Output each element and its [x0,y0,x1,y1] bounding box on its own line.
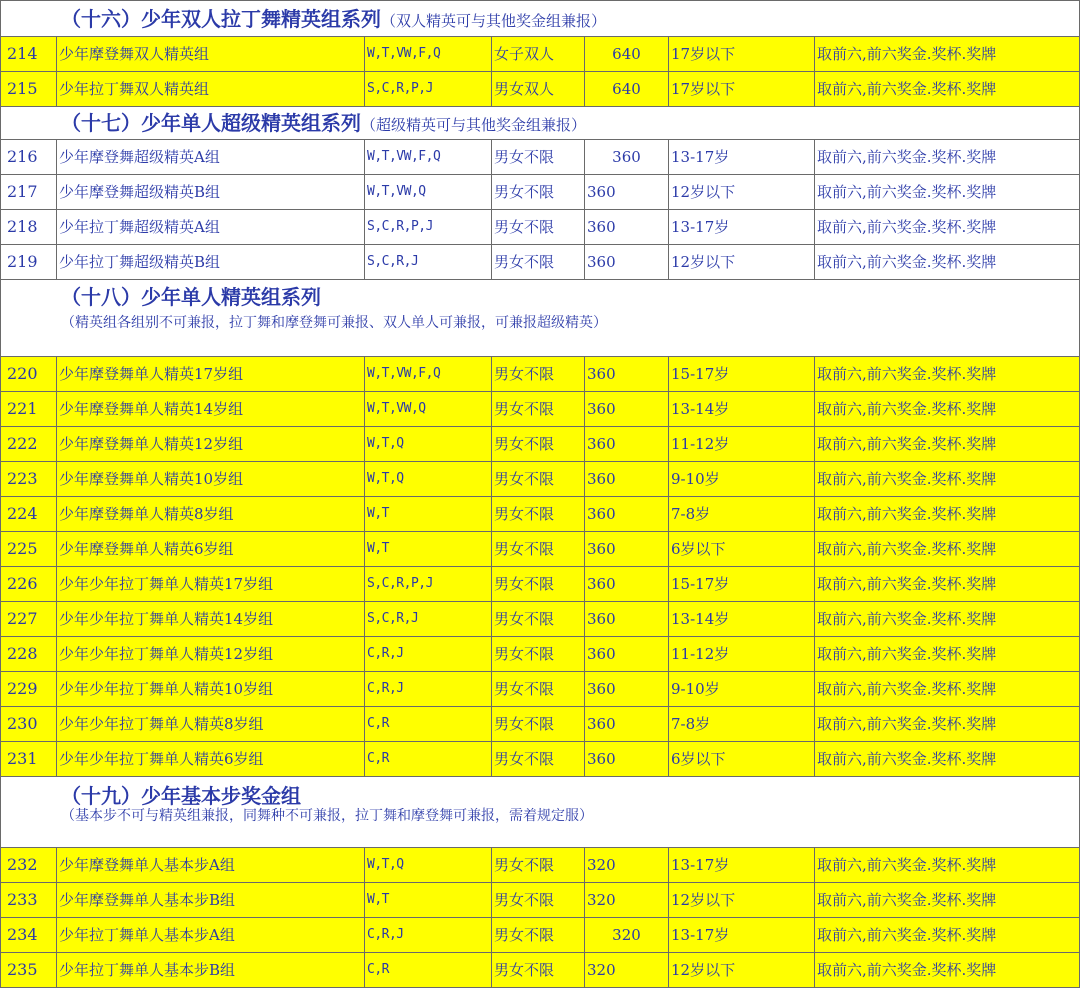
dance-list: W,T,Q [365,427,492,462]
age-range: 12岁以下 [669,245,815,280]
dance-list: W,T,Q [365,848,492,883]
entry-fee: 320 [585,953,669,988]
event-table-body [1,1,1080,988]
event-number: 225 [1,532,57,567]
gender-rule: 男女不限 [492,637,585,672]
table-row [1,848,1080,883]
age-range: 12岁以下 [669,953,815,988]
dance-list: C,R [365,707,492,742]
dance-list: W,T,VW,F,Q [365,357,492,392]
age-range: 6岁以下 [669,742,815,777]
dance-list: S,C,R,P,J [365,567,492,602]
dance-list: W,T [365,883,492,918]
entry-fee: 360 [585,707,669,742]
entry-fee: 360 [585,672,669,707]
table-row [1,392,1080,427]
event-name: 少年少年拉丁舞单人精英17岁组 [57,567,365,602]
section-title: （十九）少年基本步奖金组 [61,784,301,808]
prize-info: 取前六,前六奖金.奖杯.奖牌 [815,848,1080,883]
dance-list: S,C,R,P,J [365,210,492,245]
dance-list: C,R,J [365,672,492,707]
table-row [1,918,1080,953]
gender-rule: 男女不限 [492,497,585,532]
event-name: 少年摩登舞单人精英8岁组 [57,497,365,532]
event-name: 少年摩登舞单人精英6岁组 [57,532,365,567]
table-row [1,427,1080,462]
gender-rule: 男女不限 [492,210,585,245]
gender-rule: 男女不限 [492,953,585,988]
prize-info: 取前六,前六奖金.奖杯.奖牌 [815,245,1080,280]
age-range: 13-17岁 [669,210,815,245]
age-range: 6岁以下 [669,532,815,567]
event-name: 少年少年拉丁舞单人精英14岁组 [57,602,365,637]
event-number: 216 [1,140,57,175]
age-range: 17岁以下 [669,72,815,107]
event-number: 227 [1,602,57,637]
dance-list: W,T,VW,Q [365,175,492,210]
prize-info: 取前六,前六奖金.奖杯.奖牌 [815,497,1080,532]
event-name: 少年拉丁舞超级精英A组 [57,210,365,245]
entry-fee: 360 [585,357,669,392]
gender-rule: 男女不限 [492,918,585,953]
entry-fee: 360 [585,392,669,427]
age-range: 15-17岁 [669,357,815,392]
table-row [1,37,1080,72]
entry-fee: 360 [585,462,669,497]
event-number: 221 [1,392,57,427]
age-range: 17岁以下 [669,37,815,72]
event-number: 231 [1,742,57,777]
dance-list: W,T [365,532,492,567]
section-header-cell [1,1,1080,37]
entry-fee: 360 [585,742,669,777]
gender-rule: 男女不限 [492,672,585,707]
prize-info: 取前六,前六奖金.奖杯.奖牌 [815,357,1080,392]
table-row [1,567,1080,602]
event-number: 224 [1,497,57,532]
gender-rule: 男女不限 [492,532,585,567]
section-header [1,107,1080,140]
prize-info: 取前六,前六奖金.奖杯.奖牌 [815,602,1080,637]
event-number: 235 [1,953,57,988]
age-range: 11-12岁 [669,637,815,672]
entry-fee: 360 [585,602,669,637]
table-row [1,672,1080,707]
entry-fee: 640 [585,72,669,107]
event-number: 234 [1,918,57,953]
table-row [1,637,1080,672]
entry-fee: 360 [585,427,669,462]
entry-fee: 360 [585,245,669,280]
section-header-cell [1,777,1080,848]
table-row [1,245,1080,280]
prize-info: 取前六,前六奖金.奖杯.奖牌 [815,37,1080,72]
event-number: 230 [1,707,57,742]
age-range: 7-8岁 [669,497,815,532]
entry-fee: 320 [585,848,669,883]
gender-rule: 女子双人 [492,37,585,72]
section-note: （基本步不可与精英组兼报，同舞种不可兼报，拉丁舞和摩登舞可兼报，需着规定服） [61,808,593,824]
gender-rule: 男女不限 [492,392,585,427]
entry-fee: 640 [585,37,669,72]
gender-rule: 男女不限 [492,567,585,602]
section-note: （精英组各组别不可兼报，拉丁舞和摩登舞可兼报、双人单人可兼报，可兼报超级精英） [61,315,607,331]
age-range: 13-14岁 [669,602,815,637]
event-number: 232 [1,848,57,883]
prize-info: 取前六,前六奖金.奖杯.奖牌 [815,918,1080,953]
dance-list: C,R,J [365,637,492,672]
gender-rule: 男女不限 [492,707,585,742]
event-name: 少年少年拉丁舞单人精英10岁组 [57,672,365,707]
prize-info: 取前六,前六奖金.奖杯.奖牌 [815,72,1080,107]
section-header-cell [1,280,1080,357]
gender-rule: 男女不限 [492,602,585,637]
prize-info: 取前六,前六奖金.奖杯.奖牌 [815,707,1080,742]
event-name: 少年摩登舞单人基本步B组 [57,883,365,918]
table-row [1,742,1080,777]
prize-info: 取前六,前六奖金.奖杯.奖牌 [815,427,1080,462]
event-name: 少年摩登舞单人精英12岁组 [57,427,365,462]
table-row [1,883,1080,918]
event-name: 少年拉丁舞单人基本步B组 [57,953,365,988]
event-number: 226 [1,567,57,602]
prize-info: 取前六,前六奖金.奖杯.奖牌 [815,953,1080,988]
event-number: 229 [1,672,57,707]
event-name: 少年摩登舞超级精英A组 [57,140,365,175]
gender-rule: 男女不限 [492,462,585,497]
dance-list: C,R,J [365,918,492,953]
dance-list: S,C,R,P,J [365,72,492,107]
entry-fee: 360 [585,140,669,175]
age-range: 13-17岁 [669,918,815,953]
prize-info: 取前六,前六奖金.奖杯.奖牌 [815,672,1080,707]
entry-fee: 360 [585,497,669,532]
dance-list: S,C,R,J [365,245,492,280]
event-name: 少年拉丁舞双人精英组 [57,72,365,107]
dance-list: W,T [365,497,492,532]
gender-rule: 男女不限 [492,742,585,777]
table-row [1,602,1080,637]
table-row [1,357,1080,392]
section-header [1,1,1080,37]
entry-fee: 360 [585,637,669,672]
section-title: （十六）少年双人拉丁舞精英组系列 [61,6,381,31]
age-range: 13-17岁 [669,848,815,883]
prize-info: 取前六,前六奖金.奖杯.奖牌 [815,532,1080,567]
dance-list: C,R [365,953,492,988]
event-name: 少年摩登舞单人基本步A组 [57,848,365,883]
age-range: 13-17岁 [669,140,815,175]
table-row [1,532,1080,567]
event-number: 214 [1,37,57,72]
event-name: 少年少年拉丁舞单人精英8岁组 [57,707,365,742]
event-name: 少年摩登舞单人精英10岁组 [57,462,365,497]
age-range: 13-14岁 [669,392,815,427]
event-number: 217 [1,175,57,210]
table-row [1,953,1080,988]
gender-rule: 男女不限 [492,245,585,280]
gender-rule: 男女不限 [492,140,585,175]
age-range: 12岁以下 [669,175,815,210]
gender-rule: 男女不限 [492,427,585,462]
section-note: （双人精英可与其他奖金组兼报） [381,11,607,30]
age-range: 12岁以下 [669,883,815,918]
age-range: 15-17岁 [669,567,815,602]
age-range: 11-12岁 [669,427,815,462]
table-row [1,707,1080,742]
table-row [1,497,1080,532]
prize-info: 取前六,前六奖金.奖杯.奖牌 [815,883,1080,918]
event-name: 少年摩登舞单人精英17岁组 [57,357,365,392]
dance-list: W,T,VW,F,Q [365,37,492,72]
table-row [1,175,1080,210]
section-header-cell [1,107,1080,140]
table-row [1,462,1080,497]
event-number: 219 [1,245,57,280]
event-number: 228 [1,637,57,672]
dance-list: C,R [365,742,492,777]
entry-fee: 360 [585,210,669,245]
entry-fee: 320 [585,883,669,918]
event-name: 少年少年拉丁舞单人精英6岁组 [57,742,365,777]
age-range: 9-10岁 [669,672,815,707]
age-range: 9-10岁 [669,462,815,497]
event-number: 222 [1,427,57,462]
prize-info: 取前六,前六奖金.奖杯.奖牌 [815,567,1080,602]
age-range: 7-8岁 [669,707,815,742]
dance-list: W,T,VW,F,Q [365,140,492,175]
entry-fee: 360 [585,567,669,602]
event-name: 少年摩登舞双人精英组 [57,37,365,72]
table-row [1,140,1080,175]
section-title: （十八）少年单人精英组系列 [61,285,321,309]
dance-list: S,C,R,J [365,602,492,637]
prize-info: 取前六,前六奖金.奖杯.奖牌 [815,392,1080,427]
section-header [1,777,1080,848]
event-name: 少年拉丁舞单人基本步A组 [57,918,365,953]
gender-rule: 男女不限 [492,848,585,883]
event-number: 215 [1,72,57,107]
gender-rule: 男女不限 [492,357,585,392]
event-name: 少年摩登舞超级精英B组 [57,175,365,210]
entry-fee: 320 [585,918,669,953]
section-header [1,280,1080,357]
entry-fee: 360 [585,175,669,210]
prize-info: 取前六,前六奖金.奖杯.奖牌 [815,140,1080,175]
gender-rule: 男女双人 [492,72,585,107]
event-number: 218 [1,210,57,245]
gender-rule: 男女不限 [492,883,585,918]
gender-rule: 男女不限 [492,175,585,210]
event-name: 少年少年拉丁舞单人精英12岁组 [57,637,365,672]
prize-info: 取前六,前六奖金.奖杯.奖牌 [815,637,1080,672]
section-note: （超级精英可与其他奖金组兼报） [361,116,587,134]
dance-list: W,T,Q [365,462,492,497]
event-number: 223 [1,462,57,497]
prize-info: 取前六,前六奖金.奖杯.奖牌 [815,462,1080,497]
prize-info: 取前六,前六奖金.奖杯.奖牌 [815,210,1080,245]
event-number: 220 [1,357,57,392]
entry-fee: 360 [585,532,669,567]
table-row [1,210,1080,245]
prize-info: 取前六,前六奖金.奖杯.奖牌 [815,175,1080,210]
dance-list: W,T,VW,Q [365,392,492,427]
event-name: 少年拉丁舞超级精英B组 [57,245,365,280]
prize-info: 取前六,前六奖金.奖杯.奖牌 [815,742,1080,777]
table-row [1,72,1080,107]
event-number: 233 [1,883,57,918]
section-title: （十七）少年单人超级精英组系列 [61,111,361,135]
event-name: 少年摩登舞单人精英14岁组 [57,392,365,427]
